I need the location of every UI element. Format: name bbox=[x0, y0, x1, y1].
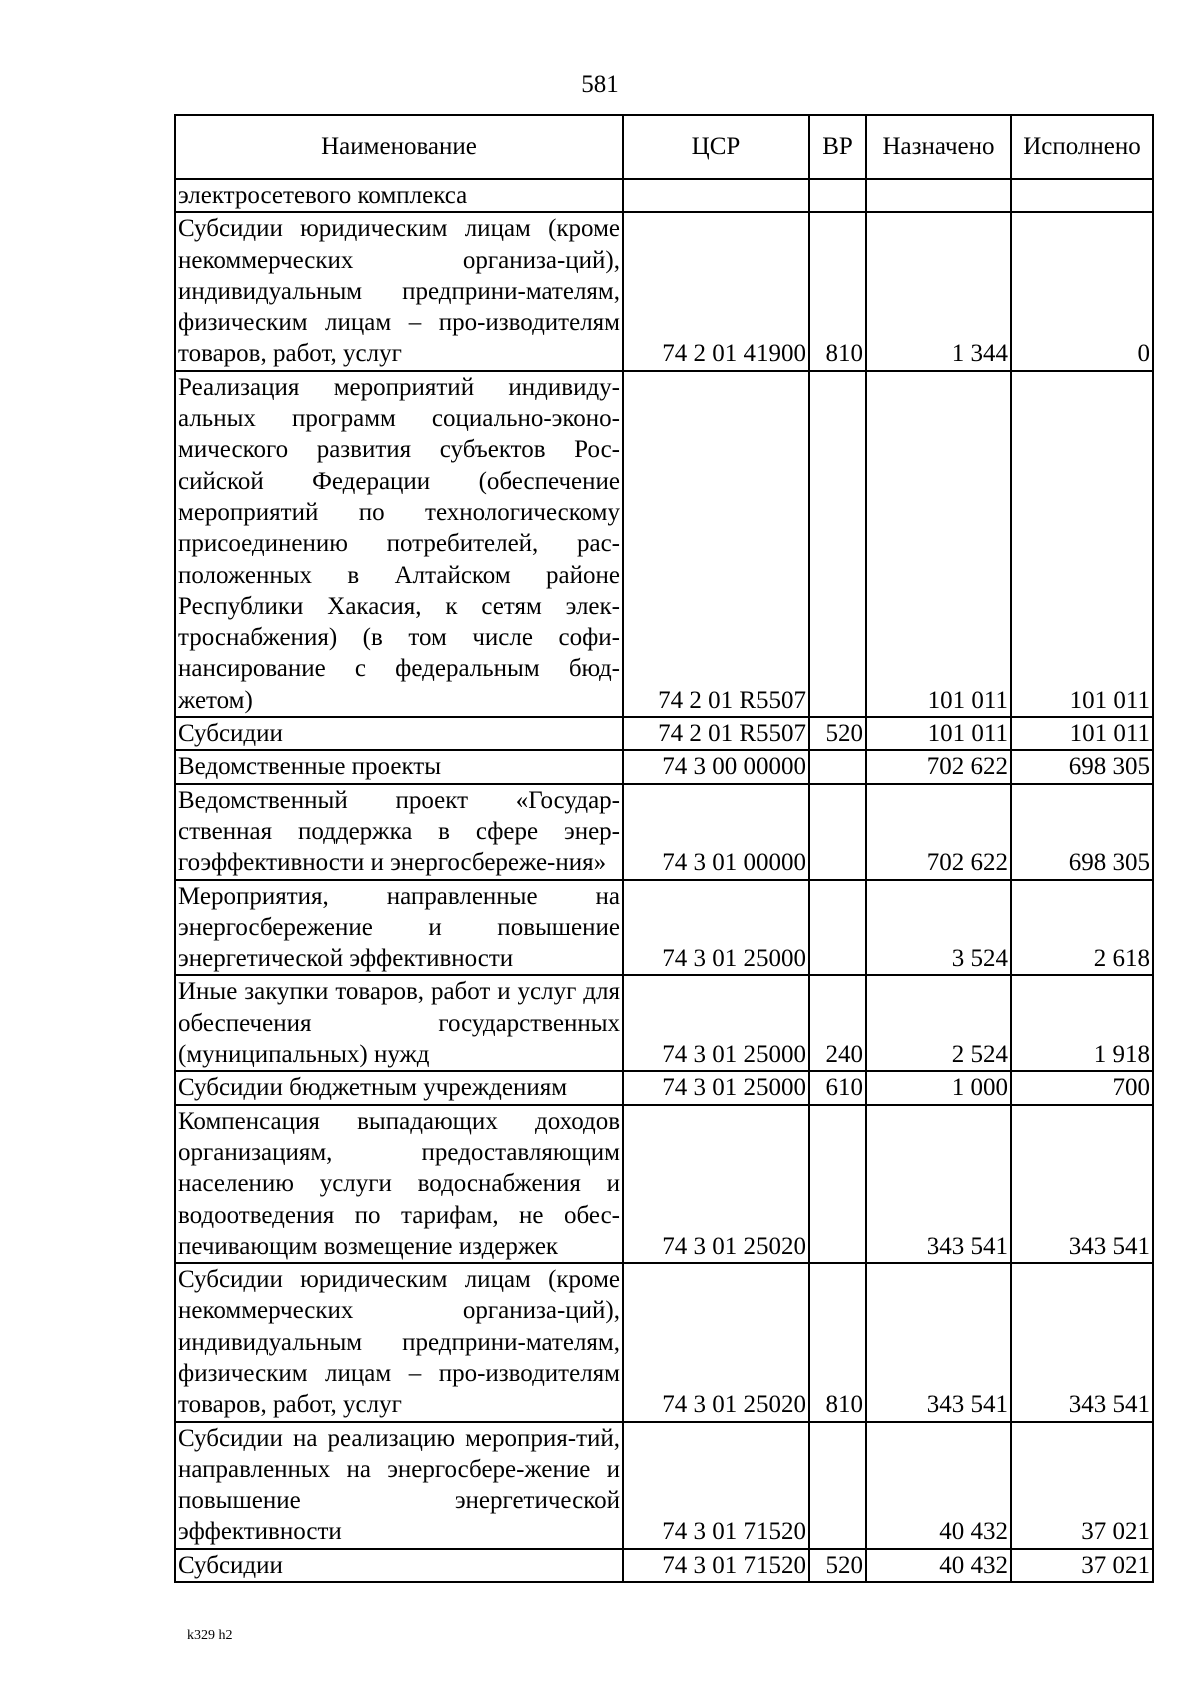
budget-table bbox=[174, 114, 1154, 1583]
row-csr bbox=[623, 179, 809, 212]
row-executed: 343 541 bbox=[1011, 1263, 1153, 1421]
row-name: Иные закупки товаров, работ и услуг для обеспечения государственных (муниципальных) нужд bbox=[175, 975, 623, 1071]
row-executed: 698 305 bbox=[1011, 750, 1153, 783]
row-executed: 101 011 bbox=[1011, 717, 1153, 750]
row-vr bbox=[809, 784, 866, 880]
row-csr: 74 3 01 25000 bbox=[623, 880, 809, 976]
header-vr: ВР bbox=[809, 115, 866, 179]
row-executed: 698 305 bbox=[1011, 784, 1153, 880]
row-name: электросетевого комплекса bbox=[175, 179, 623, 212]
row-name: Мероприятия, направленные на энергосбережение и повышение энергетической эффективности bbox=[175, 880, 623, 976]
header-csr: ЦСР bbox=[623, 115, 809, 179]
document-code: k329 h2 bbox=[187, 1628, 233, 1643]
row-planned: 40 432 bbox=[866, 1549, 1011, 1582]
row-csr: 74 3 01 71520 bbox=[623, 1549, 809, 1582]
row-executed: 0 bbox=[1011, 212, 1153, 370]
row-vr bbox=[809, 179, 866, 212]
table-row bbox=[175, 1071, 1153, 1104]
row-csr: 74 2 01 41900 bbox=[623, 212, 809, 370]
row-executed: 37 021 bbox=[1011, 1549, 1153, 1582]
row-vr bbox=[809, 750, 866, 783]
row-executed: 37 021 bbox=[1011, 1422, 1153, 1549]
row-vr bbox=[809, 1422, 866, 1549]
row-csr: 74 3 01 25000 bbox=[623, 975, 809, 1071]
row-planned: 101 011 bbox=[866, 371, 1011, 717]
row-name: Реализация мероприятий индивиду-альных программ социально-эконо-мического развития субъектов Рос-сийской Федерации (обеспечение мероприятий по технологическому присоединению потребителей, рас-положенных в Алтайском районе Республики Хакасия, к сетям элек-троснабжения) (в том числе софи-нансирование с федеральным бюд-жетом) bbox=[175, 371, 623, 717]
row-csr: 74 3 00 00000 bbox=[623, 750, 809, 783]
row-vr bbox=[809, 880, 866, 976]
row-executed: 2 618 bbox=[1011, 880, 1153, 976]
table-row bbox=[175, 212, 1153, 370]
page-number: 581 bbox=[581, 71, 619, 98]
row-name: Субсидии юридическим лицам (кроме некоммерческих организа-ций), индивидуальным предприни-мателям, физическим лицам – про-изводителям товаров, работ, услуг bbox=[175, 212, 623, 370]
row-planned: 702 622 bbox=[866, 750, 1011, 783]
table-row bbox=[175, 371, 1153, 717]
row-name: Ведомственный проект «Государ-ственная поддержка в сфере энер-гоэффективности и энергосбереже-ния» bbox=[175, 784, 623, 880]
row-name: Субсидии bbox=[175, 1549, 623, 1582]
header-planned: Назначено bbox=[866, 115, 1011, 179]
table-row bbox=[175, 784, 1153, 880]
row-executed bbox=[1011, 179, 1153, 212]
row-vr bbox=[809, 371, 866, 717]
row-name: Субсидии бюджетным учреждениям bbox=[175, 1071, 623, 1104]
row-vr: 520 bbox=[809, 717, 866, 750]
row-csr: 74 3 01 25020 bbox=[623, 1263, 809, 1421]
row-name: Компенсация выпадающих доходов организациям, предоставляющим населению услуги водоснабжения и водоотведения по тарифам, не обес-печивающим возмещение издержек bbox=[175, 1105, 623, 1263]
row-csr: 74 3 01 25020 bbox=[623, 1105, 809, 1263]
row-executed: 101 011 bbox=[1011, 371, 1153, 717]
row-planned: 101 011 bbox=[866, 717, 1011, 750]
row-planned: 343 541 bbox=[866, 1105, 1011, 1263]
row-vr: 240 bbox=[809, 975, 866, 1071]
row-planned: 702 622 bbox=[866, 784, 1011, 880]
row-planned bbox=[866, 179, 1011, 212]
row-executed: 700 bbox=[1011, 1071, 1153, 1104]
row-planned: 1 000 bbox=[866, 1071, 1011, 1104]
row-executed: 343 541 bbox=[1011, 1105, 1153, 1263]
row-vr: 810 bbox=[809, 1263, 866, 1421]
table-row bbox=[175, 1549, 1153, 1582]
row-vr: 610 bbox=[809, 1071, 866, 1104]
table-row bbox=[175, 1263, 1153, 1421]
row-name: Субсидии bbox=[175, 717, 623, 750]
row-csr: 74 3 01 71520 bbox=[623, 1422, 809, 1549]
table-row bbox=[175, 1105, 1153, 1263]
row-planned: 1 344 bbox=[866, 212, 1011, 370]
row-planned: 40 432 bbox=[866, 1422, 1011, 1549]
row-planned: 2 524 bbox=[866, 975, 1011, 1071]
row-vr: 810 bbox=[809, 212, 866, 370]
table-row bbox=[175, 1422, 1153, 1549]
row-planned: 3 524 bbox=[866, 880, 1011, 976]
row-csr: 74 2 01 R5507 bbox=[623, 717, 809, 750]
row-planned: 343 541 bbox=[866, 1263, 1011, 1421]
header-executed: Исполнено bbox=[1011, 115, 1153, 179]
row-executed: 1 918 bbox=[1011, 975, 1153, 1071]
table-row bbox=[175, 179, 1153, 212]
table-row bbox=[175, 717, 1153, 750]
row-name: Субсидии юридическим лицам (кроме некоммерческих организа-ций), индивидуальным предприни-мателям, физическим лицам – про-изводителям товаров, работ, услуг bbox=[175, 1263, 623, 1421]
header-name: Наименование bbox=[175, 115, 623, 179]
table-row bbox=[175, 750, 1153, 783]
row-name: Субсидии на реализацию мероприя-тий, направленных на энергосбере-жение и повышение энергетической эффективности bbox=[175, 1422, 623, 1549]
row-vr: 520 bbox=[809, 1549, 866, 1582]
row-name: Ведомственные проекты bbox=[175, 750, 623, 783]
row-vr bbox=[809, 1105, 866, 1263]
row-csr: 74 3 01 00000 bbox=[623, 784, 809, 880]
row-csr: 74 2 01 R5507 bbox=[623, 371, 809, 717]
table-row bbox=[175, 880, 1153, 976]
table-header-row bbox=[175, 115, 1153, 179]
row-csr: 74 3 01 25000 bbox=[623, 1071, 809, 1104]
table-row bbox=[175, 975, 1153, 1071]
